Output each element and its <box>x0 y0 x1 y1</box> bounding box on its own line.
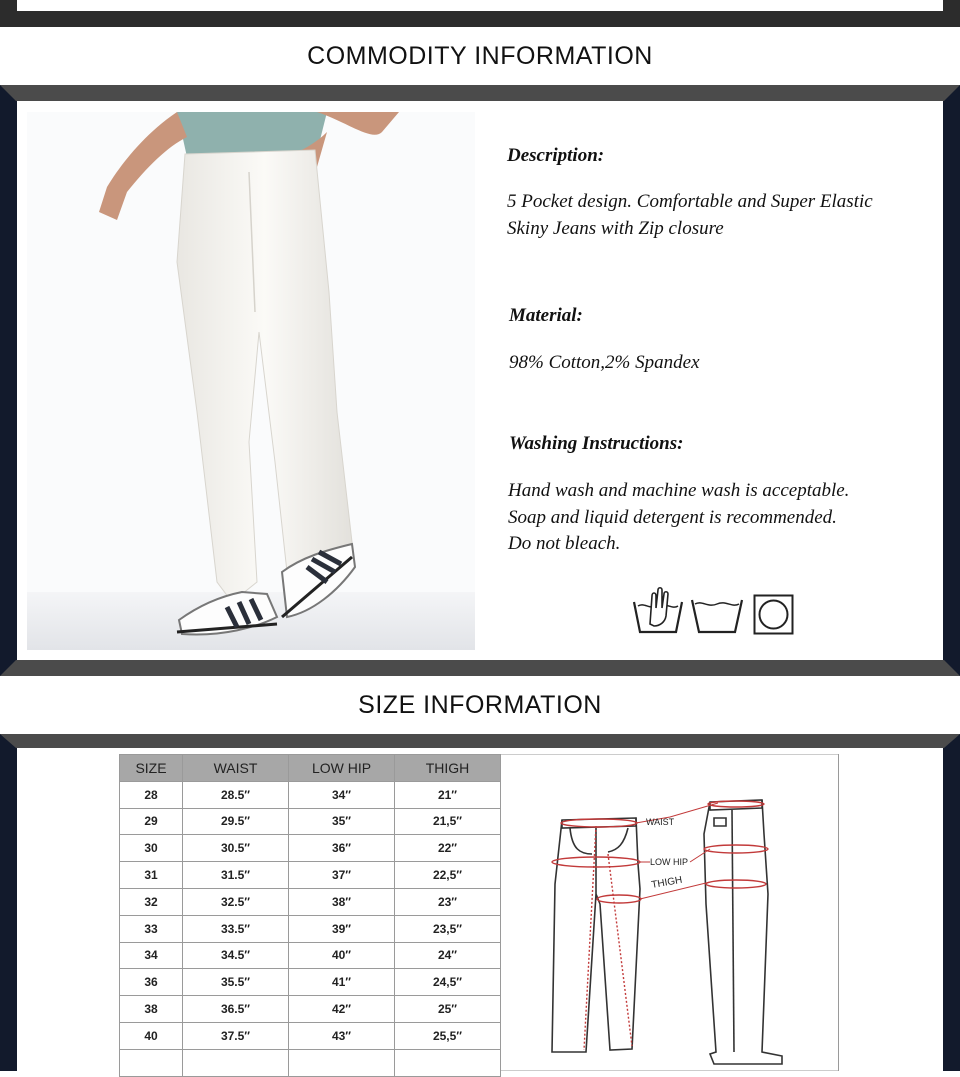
waist-cell: 29.5″ <box>183 808 289 835</box>
waist-cell: 31.5″ <box>183 862 289 889</box>
size-cell <box>120 1049 183 1076</box>
product-photo <box>27 112 475 650</box>
commodity-title: COMMODITY INFORMATION <box>307 42 653 70</box>
waist-cell: 35.5″ <box>183 969 289 996</box>
waist-cell: 36.5″ <box>183 996 289 1023</box>
size-top-bar <box>0 660 960 676</box>
hand-wash-icon <box>632 586 684 636</box>
size-cell: 36 <box>120 969 183 996</box>
size-band-bar <box>0 734 960 748</box>
table-row <box>120 969 501 996</box>
thigh-cell: 25″ <box>395 996 501 1023</box>
low-hip-cell: 43″ <box>289 1022 395 1049</box>
label-waist: WAIST <box>646 817 675 827</box>
header-thigh: THIGH <box>395 755 501 782</box>
thigh-cell: 22,5″ <box>395 862 501 889</box>
low-hip-cell: 35″ <box>289 808 395 835</box>
table-row <box>120 942 501 969</box>
low-hip-cell <box>289 1049 395 1076</box>
tumble-dry-icon <box>753 594 794 635</box>
washing-line-3: Do not bleach. <box>508 533 621 554</box>
low-hip-cell: 37″ <box>289 862 395 889</box>
table-row <box>120 1049 501 1076</box>
size-cell: 29 <box>120 808 183 835</box>
header-size: SIZE <box>120 755 183 782</box>
thigh-cell: 21″ <box>395 781 501 808</box>
table-row <box>120 1022 501 1049</box>
size-table <box>119 754 501 1077</box>
waist-cell: 37.5″ <box>183 1022 289 1049</box>
size-cell: 38 <box>120 996 183 1023</box>
low-hip-cell: 39″ <box>289 915 395 942</box>
low-hip-cell: 34″ <box>289 781 395 808</box>
thigh-cell: 21,5″ <box>395 808 501 835</box>
material-heading: Material: <box>509 305 583 326</box>
table-row <box>120 888 501 915</box>
header-waist: WAIST <box>183 755 289 782</box>
thigh-cell: 24,5″ <box>395 969 501 996</box>
waist-cell: 28.5″ <box>183 781 289 808</box>
low-hip-cell: 42″ <box>289 996 395 1023</box>
low-hip-cell: 36″ <box>289 835 395 862</box>
waist-cell: 33.5″ <box>183 915 289 942</box>
size-cell: 31 <box>120 862 183 889</box>
top-panel-remnant <box>17 0 943 11</box>
size-cell: 40 <box>120 1022 183 1049</box>
thigh-cell: 23,5″ <box>395 915 501 942</box>
thigh-cell: 22″ <box>395 835 501 862</box>
size-cell: 30 <box>120 835 183 862</box>
label-thigh: THIGH <box>650 874 684 891</box>
size-table-header <box>120 755 501 782</box>
table-row <box>120 781 501 808</box>
table-row <box>120 835 501 862</box>
waist-cell: 32.5″ <box>183 888 289 915</box>
table-row <box>120 808 501 835</box>
commodity-title-band <box>0 27 960 85</box>
thigh-cell: 25,5″ <box>395 1022 501 1049</box>
measurement-diagram <box>500 754 839 1071</box>
size-cell: 33 <box>120 915 183 942</box>
washing-heading: Washing Instructions: <box>509 433 684 454</box>
table-row <box>120 862 501 889</box>
thigh-cell <box>395 1049 501 1076</box>
table-row <box>120 915 501 942</box>
description-line-1: 5 Pocket design. Comfortable and Super Elastic <box>507 191 873 212</box>
label-low-hip: LOW HIP <box>650 857 689 867</box>
size-title-band <box>0 676 960 734</box>
low-hip-cell: 38″ <box>289 888 395 915</box>
waist-cell: 30.5″ <box>183 835 289 862</box>
waist-cell: 34.5″ <box>183 942 289 969</box>
commodity-band-bar <box>0 85 960 101</box>
description-heading: Description: <box>507 145 605 166</box>
thigh-cell: 24″ <box>395 942 501 969</box>
washing-line-2: Soap and liquid detergent is recommended. <box>508 507 837 528</box>
size-cell: 34 <box>120 942 183 969</box>
material-text: 98% Cotton,2% Spandex <box>509 352 700 373</box>
table-row <box>120 996 501 1023</box>
header-low-hip: LOW HIP <box>289 755 395 782</box>
low-hip-cell: 40″ <box>289 942 395 969</box>
description-line-2: Skiny Jeans with Zip closure <box>507 218 724 239</box>
waist-cell <box>183 1049 289 1076</box>
low-hip-cell: 41″ <box>289 969 395 996</box>
size-title: SIZE INFORMATION <box>358 691 602 719</box>
thigh-cell: 23″ <box>395 888 501 915</box>
size-cell: 32 <box>120 888 183 915</box>
machine-wash-icon <box>690 596 744 636</box>
washing-line-1: Hand wash and machine wash is acceptable. <box>508 480 850 501</box>
size-cell: 28 <box>120 781 183 808</box>
